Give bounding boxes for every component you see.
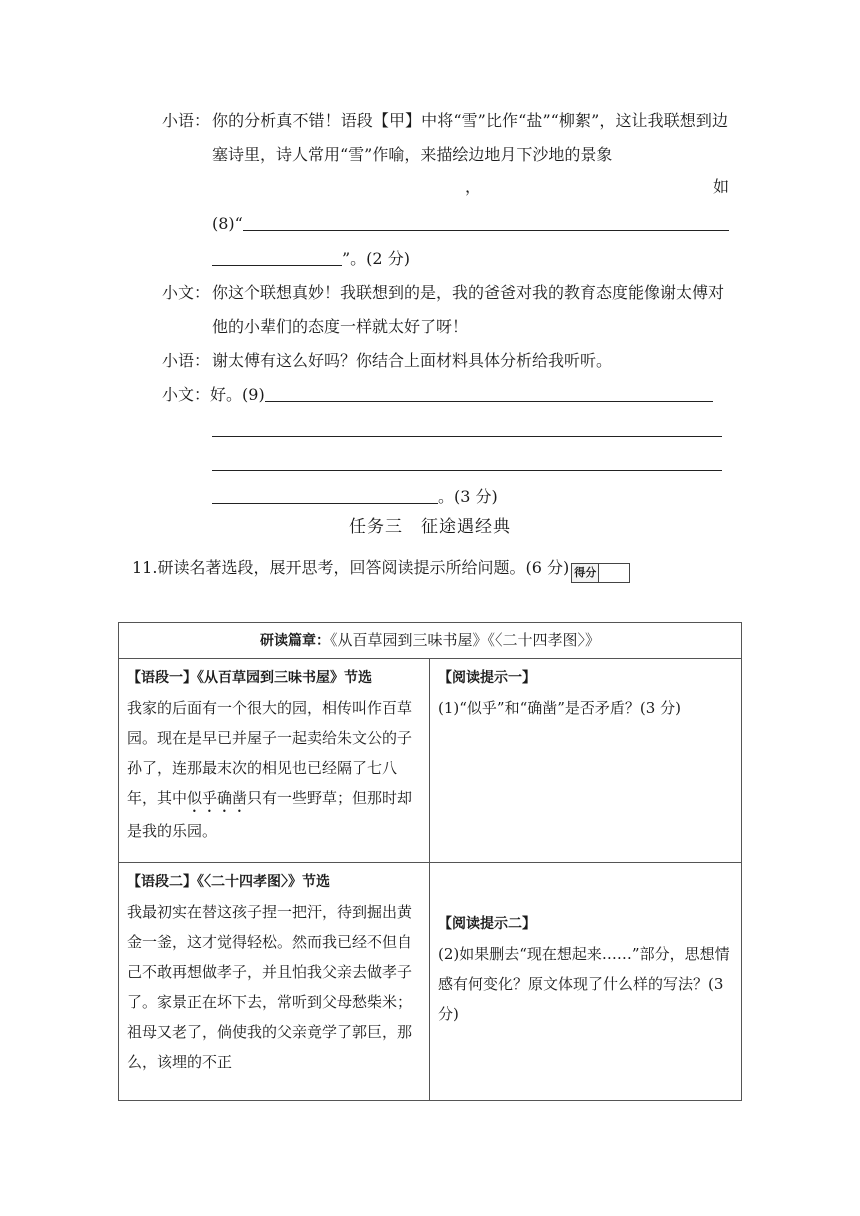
- hint-1-title: 【阅读提示一】: [438, 670, 536, 686]
- q9-blank-1[interactable]: [265, 383, 713, 402]
- reading-table: [118, 622, 742, 1101]
- question-11-text: 11.研读名著选段，展开思考，回答阅读提示所给问题。(6 分): [132, 558, 570, 577]
- speaker-label: 小语：: [162, 351, 211, 370]
- q9-answer-line-4[interactable]: [212, 484, 498, 507]
- q9-blank-4[interactable]: [212, 485, 438, 504]
- segment-2-title: 【语段二】《〈二十四孝图〉》节选: [127, 874, 330, 890]
- q8-answer-line-2[interactable]: [212, 246, 410, 269]
- question-11: [132, 555, 630, 583]
- emphasized-words: 似乎确凿: [187, 789, 248, 807]
- q9-blank-3[interactable]: [212, 452, 722, 471]
- q8-prefix: (8)“: [212, 214, 243, 233]
- comma: ，: [465, 177, 482, 196]
- dialogue-xiaoyu-1: [162, 104, 728, 206]
- q9-answer-line-2[interactable]: [212, 418, 722, 439]
- hint-2-title: 【阅读提示二】: [438, 916, 536, 932]
- q8-blank-1[interactable]: [243, 212, 729, 231]
- score-label: 得分: [572, 564, 599, 582]
- dialogue-text: 你这个联想真妙！我联想到的是，我的爸爸对我的教育态度能像谢太傅对他的小辈们的态度一样就太好了呀！: [212, 283, 725, 336]
- header-text: 《从百草园到三味书屋》《〈二十四孝图〉》: [329, 631, 600, 649]
- hint-1-text: (1)“似乎”和“确凿”是否矛盾？(3 分): [438, 699, 681, 717]
- segment-2-cell: [119, 863, 430, 1101]
- hint-2-cell: [430, 863, 742, 1101]
- dialogue-text: 谢太傅有这么好吗？你结合上面材料具体分析给我听听。: [212, 351, 613, 370]
- dialogue-xiaowen-2: [162, 382, 713, 405]
- segment-1-title: 【语段一】《从百草园到三味书屋》节选: [127, 670, 372, 686]
- q9-blank-2[interactable]: [212, 418, 722, 437]
- speaker-label: 小语：: [162, 111, 211, 130]
- speaker-label: 小文：: [162, 385, 211, 404]
- q9-prefix: 好。(9): [210, 385, 265, 404]
- q8-answer-line[interactable]: [212, 212, 729, 233]
- hint-2-text: (2)如果删去“现在想起来……”部分，思想情感有何变化？原文体现了什么样的写法？(3 分): [438, 945, 730, 1023]
- hint-1-cell: [430, 659, 742, 863]
- segment-1-text: 我家的后面有一个很大的园，相传叫作百草园。现在是早已并屋子一起卖给朱文公的子孙了，连那最末次的相见也已经隔了七八年，其中似乎确凿只有一些野草；但那时却是我的乐园。: [127, 699, 413, 840]
- score-blank[interactable]: [599, 564, 629, 582]
- like-word: 如: [713, 177, 730, 196]
- segment-1-cell: [119, 659, 430, 863]
- q8-blank-2[interactable]: [212, 247, 342, 266]
- q8-suffix: ”。(2 分): [342, 249, 410, 268]
- table-header: [119, 623, 742, 659]
- score-box[interactable]: [571, 563, 630, 583]
- q9-answer-line-3[interactable]: [212, 452, 722, 473]
- task-title: 任务三 征途遇经典: [349, 517, 511, 537]
- dialogue-xiaoyu-2: [162, 344, 728, 378]
- dialogue-xiaowen-1: [162, 276, 728, 344]
- speaker-label: 小文：: [162, 283, 211, 302]
- dialogue-text: 你的分析真不错！语段【甲】中将“雪”比作“盐”“柳絮”，这让我联想到边塞诗里，诗人常用“雪”作喻，来描绘边地月下沙地的景象: [212, 111, 728, 164]
- header-label: 研读篇章：: [259, 633, 330, 649]
- q9-suffix: 。(3 分): [438, 487, 498, 506]
- segment-2-text: 我最初实在替这孩子捏一把汗，待到掘出黄金一釜，这才觉得轻松。然而我已经不但自己不敢再想做孝子，并且怕我父亲去做孝子了。家景正在坏下去，常听到父母愁柴米；祖母又老了，倘使我的父亲竟学了郭巨，那么，该埋的不正: [127, 903, 413, 1071]
